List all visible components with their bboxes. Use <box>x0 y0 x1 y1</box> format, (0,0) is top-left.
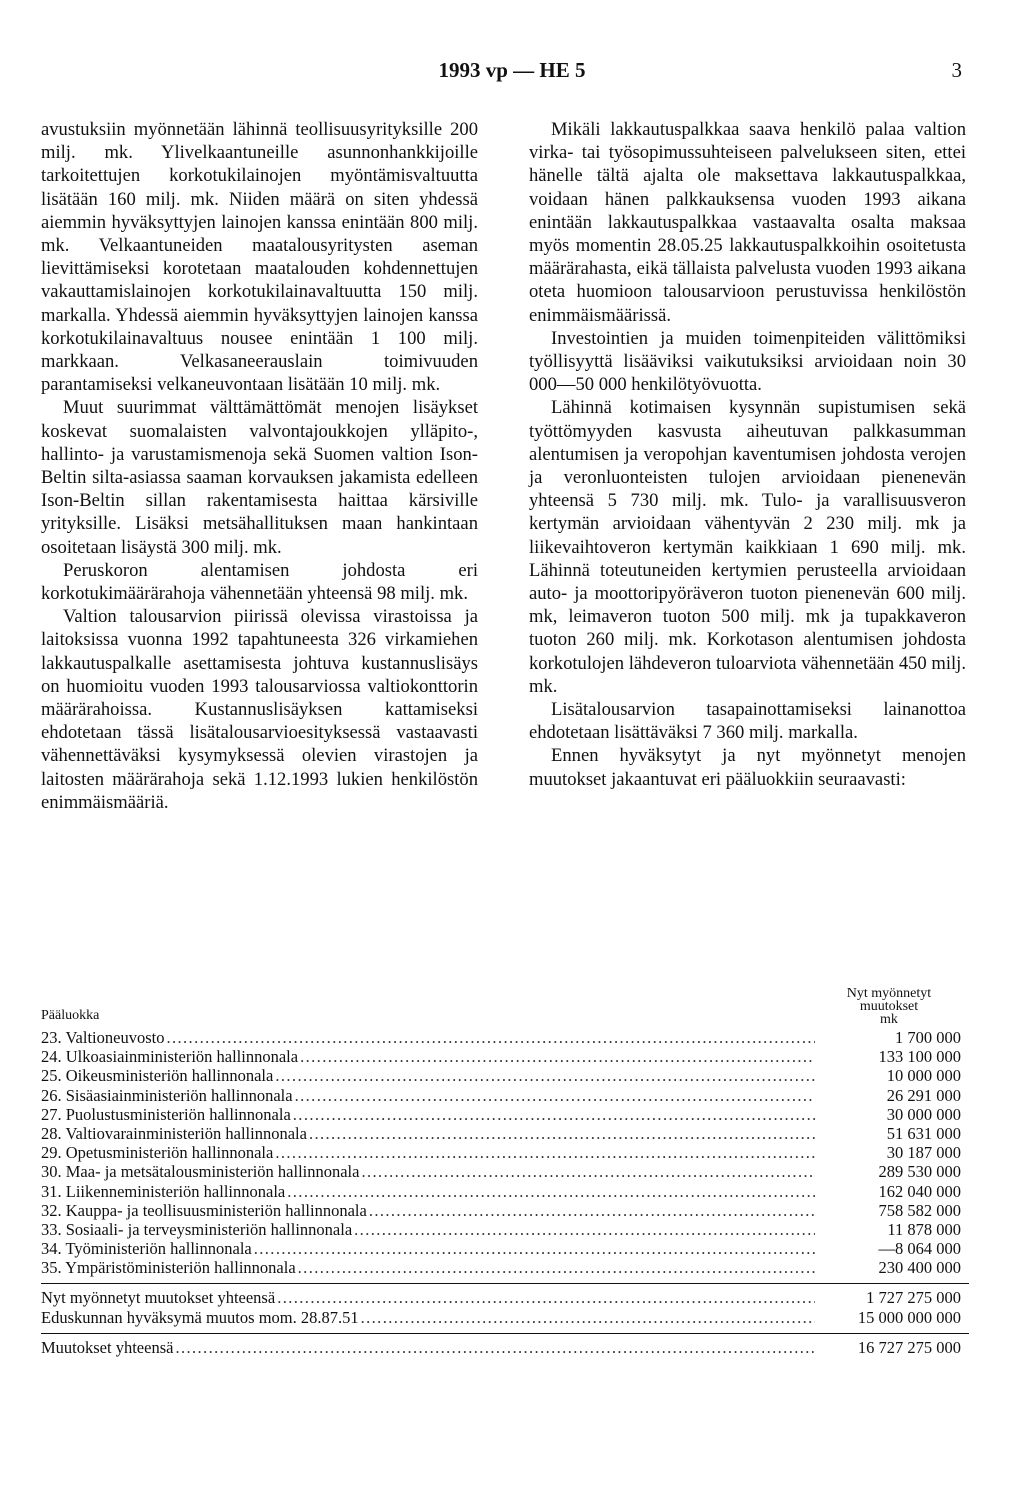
table-row: 33. Sosiaali- ja terveysministeriön hallinnonala ..... 11 878 000 <box>41 1220 969 1239</box>
budget-changes-table <box>41 966 969 1357</box>
paragraph: Peruskoron alentamisen johdosta eri korkotukimäärärahoja vähennetään yhteensä 98 milj. mk. <box>41 559 478 605</box>
paragraph: avustuksiin myönnetään lähinnä teollisuusyrityksille 200 milj. mk. Ylivelkaantuneille asunnonhankkijoille tarkoitettujen korkotukilainojen myöntämisvaltuutta lisätään 160 milj. mk. Niiden määrä on siten yhdessä aiemmin hyväksyttyjen lainojen kanssa enintään 800 milj. mk. Velkaantuneiden maatalousyritysten aseman lievittämiseksi korotetaan maatalouden kohdennettujen vakauttamislainojen korkotukilainavaltuutta 150 milj. markalla. Yhdessä aiemmin hyväksyttyjen lainojen kanssa korkotukilainavaltuus nousee enintään 1 100 milj. markkaan. Velkasaneerauslain toimivuuden parantamiseksi velkaneuvontaan lisätään 10 milj. mk. <box>41 119 478 396</box>
table-row: 24. Ulkoasiainministeriön hallinnonala ..... 133 100 000 <box>41 1047 969 1066</box>
table-header <box>41 966 969 1028</box>
paragraph: Valtion talousarvion piirissä olevissa virastoissa ja laitoksissa vuonna 1992 tapahtuneesta 326 virkamiehen lakkautuspalkalle asettamisesta johtuva kustannuslisäys on huomioitu vuoden 1993 talousarviossa valtiokonttorin määrärahoissa. Kustannuslisäyksen kattamiseksi ehdotetaan tässä lisätalousarvioesityksessä vastaavasti vähennettäväksi kysymyksessä olevien virastojen ja laitosten määrärahoja sekä 1.12.1993 lukien henkilöstön enimmäismääriä. <box>41 606 478 813</box>
table-row: 23. Valtioneuvosto ..... 1 700 000 <box>41 1028 969 1047</box>
column-header-amount: Nyt myönnetyt muutokset mk <box>846 986 932 1027</box>
table-row: 35. Ympäristöministeriön hallinnonala ..... 230 400 000 <box>41 1258 969 1277</box>
table-row: 29. Opetusministeriön hallinnonala ..... 30 187 000 <box>41 1143 969 1162</box>
right-column <box>529 118 966 791</box>
column-header-main-class: Pääluokka <box>41 1008 100 1023</box>
paragraph: Investointien ja muiden toimenpiteiden välittömiksi työllisyyttä lisääviksi vaikutuksiksi arvioidaan noin 30 000—50 000 henkilötyövuotta. <box>529 327 966 396</box>
subtotal-row: Eduskunnan hyväksymä muutos mom. 28.87.51 ..... 15 000 000 000 <box>41 1308 969 1327</box>
table-row: 32. Kauppa- ja teollisuusministeriön hallinnonala ..... 758 582 000 <box>41 1201 969 1220</box>
table-row: 34. Työministeriön hallinnonala ..... —8 064 000 <box>41 1239 969 1258</box>
table-divider <box>41 1333 969 1334</box>
left-column <box>41 118 478 814</box>
document-title: 1993 vp — HE 5 <box>438 58 586 82</box>
table-row: 26. Sisäasiainministeriön hallinnonala ..... 26 291 000 <box>41 1086 969 1105</box>
table-row: 28. Valtiovarainministeriön hallinnonala ..... 51 631 000 <box>41 1124 969 1143</box>
table-divider <box>41 1283 969 1284</box>
table-row: 31. Liikenneministeriön hallinnonala ..... 162 040 000 <box>41 1182 969 1201</box>
page-header <box>0 58 1024 88</box>
paragraph: Lisätalousarvion tasapainottamiseksi lainanottoa ehdotetaan lisättäväksi 7 360 milj. markalla. <box>529 699 966 744</box>
table-row: 27. Puolustusministeriön hallinnonala ..... 30 000 000 <box>41 1105 969 1124</box>
table-row: 30. Maa- ja metsätalousministeriön hallinnonala ..... 289 530 000 <box>41 1162 969 1181</box>
page-number: 3 <box>951 58 962 82</box>
table-row: 25. Oikeusministeriön hallinnonala ..... 10 000 000 <box>41 1066 969 1085</box>
paragraph: Mikäli lakkautuspalkkaa saava henkilö palaa valtion virka- tai työsopimussuhteiseen palvelukseen siten, ettei hänelle tältä ajalta ole maksettava lakkautuspalkkaa, voidaan hänen palkkauksensa vuoden 1993 aikana enintään lakkautuspalkkaa vastaavalta osalta maksaa myös momentin 28.05.25 lakkautuspalkkoihin osoitetusta määrärahasta, eikä tällaista palvelusta vuoden 1993 aikana oteta huomioon talousarvioon perustuvissa henkilöstön enimmäismäärissä. <box>529 119 966 326</box>
paragraph: Muut suurimmat välttämättömät menojen lisäykset koskevat suomalaisten valvontajoukkojen ylläpito-, hallinto- ja varustamismenoja sekä Suomen valtion Ison-Beltin silta-asiassa saaman korvauksen jakamista edelleen Ison-Beltin sillan rakentamisesta haittaa kärsiville yrityksille. Lisäksi metsähallituksen maan hankintaan osoitetaan lisäystä 300 milj. mk. <box>41 397 478 558</box>
total-row: Muutokset yhteensä ..... 16 727 275 000 <box>41 1338 969 1357</box>
paragraph: Ennen hyväksytyt ja nyt myönnetyt menojen muutokset jakaantuvat eri pääluokkiin seuraavasti: <box>529 745 966 790</box>
paragraph: Lähinnä kotimaisen kysynnän supistumisen sekä työttömyyden kasvusta aiheutuvan palkkasumman alentumisen ja veropohjan kaventumisen johdosta verojen ja veronluonteisten tulojen arvioidaan pienenevän yhteensä 5 730 milj. mk. Tulo- ja varallisuusveron kertymän arvioidaan vähentyvän 2 230 milj. mk ja liikevaihtoveron kertymän kaikkiaan 1 690 milj. mk. Lähinnä toteutuneiden kertymien perusteella arvioidaan auto- ja moottoripyöräveron tuoton pienenevän 600 milj. mk, leimaveron tuoton 500 milj. mk ja tupakkaveron tuoton 260 milj. mk. Korkotason alentumisen johdosta korkotulojen lähdeveron tuloarviota vähennetään 450 milj. mk. <box>529 397 966 697</box>
subtotal-row: Nyt myönnetyt muutokset yhteensä ..... 1 727 275 000 <box>41 1288 969 1307</box>
